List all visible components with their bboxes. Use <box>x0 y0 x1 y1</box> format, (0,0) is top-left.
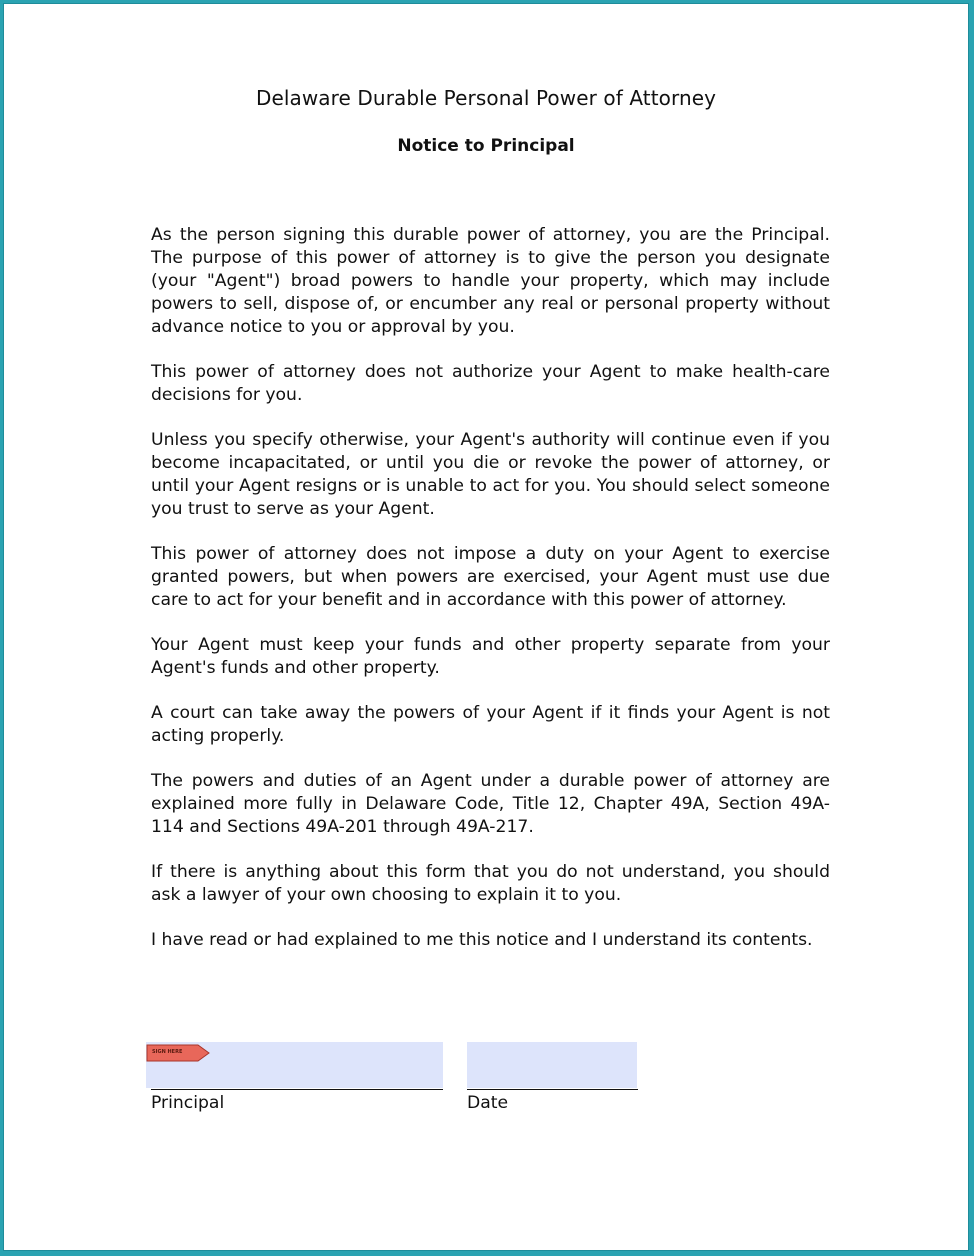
sign-here-tag[interactable] <box>146 1044 210 1062</box>
document-page <box>4 4 968 1250</box>
document-title: Delaware Durable Personal Power of Attorney <box>255 86 717 110</box>
notice-paragraph: As the person signing this durable power of attorney, you are the Principal. The purpose of this power of attorney is to give the person you designate (your "Agent") broad powers to handle your property, which may include powers to sell, dispose of, or encumber any real or personal property without advance notice to you or approval by you. <box>151 225 830 337</box>
document-subtitle: Notice to Principal <box>397 136 575 156</box>
document-frame <box>3 3 969 1251</box>
notice-paragraph: This power of attorney does not authorize your Agent to make health-care decisions for you. <box>151 362 830 405</box>
sign-here-tag-label: SIGN HERE <box>152 1049 183 1055</box>
notice-paragraph: The powers and duties of an Agent under a durable power of attorney are explained more fully in Delaware Code, Title 12, Chapter 49A, Section 49A-114 and Sections 49A-201 through 49A-217. <box>151 771 830 837</box>
date-label: Date <box>467 1093 509 1113</box>
principal-label: Principal <box>151 1093 225 1113</box>
notice-paragraph: If there is anything about this form that you do not understand, you should ask a lawyer of your own choosing to explain it to you. <box>151 862 830 905</box>
notice-paragraph: Your Agent must keep your funds and other property separate from your Agent's funds and other property. <box>151 635 830 678</box>
notice-paragraph: Unless you specify otherwise, your Agent's authority will continue even if you become incapacitated, or until you die or revoke the power of attorney, or until your Agent resigns or is unable to act for you. You should select someone you trust to serve as your Agent. <box>151 430 830 519</box>
notice-paragraph: This power of attorney does not impose a duty on your Agent to exercise granted powers, but when powers are exercised, your Agent must use due care to act for your benefit and in accordance with this power of attorney. <box>151 544 830 610</box>
date-line <box>467 1089 638 1090</box>
notice-body <box>151 224 830 974</box>
notice-paragraph: I have read or had explained to me this notice and I understand its contents. <box>151 930 813 950</box>
principal-signature-line <box>151 1089 443 1090</box>
date-field[interactable] <box>467 1042 637 1088</box>
notice-paragraph: A court can take away the powers of your Agent if it finds your Agent is not acting properly. <box>151 703 830 746</box>
